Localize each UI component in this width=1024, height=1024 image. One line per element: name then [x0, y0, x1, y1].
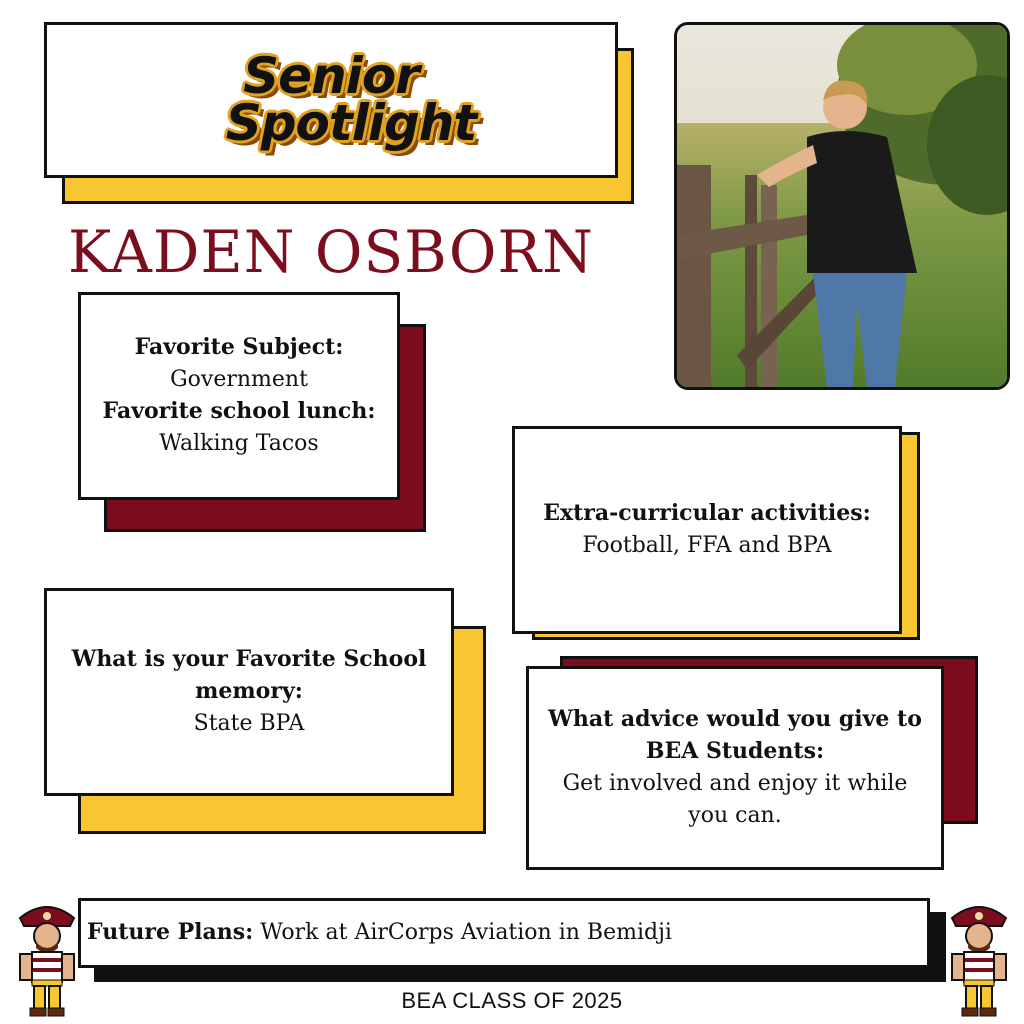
banner-line-2: Spotlight — [225, 94, 477, 152]
portrait-image — [677, 25, 1010, 390]
advice-answer: Get involved and enjoy it while you can. — [562, 771, 908, 828]
advice-card — [526, 666, 944, 870]
senior-spotlight-logo — [47, 25, 615, 175]
class-of-footer: BEA CLASS OF 2025 — [401, 988, 623, 1013]
student-name: KADEN OSBORN — [68, 218, 594, 286]
activities-question: Extra-curricular activities: — [543, 500, 871, 527]
favorite-subject-answer: Government — [170, 367, 308, 393]
future-plans-card — [78, 898, 930, 968]
future-plans-label: Future Plans: — [87, 919, 254, 946]
activities-card — [512, 426, 902, 634]
advice-question: What advice would you give to BEA Students: — [548, 706, 922, 765]
future-plans-value: Work at AirCorps Aviation in Bemidji — [260, 920, 672, 946]
favorites-card — [78, 292, 400, 500]
memory-answer: State BPA — [193, 710, 305, 736]
favorite-lunch-question: Favorite school lunch: — [102, 398, 376, 424]
senior-portrait-photo — [674, 22, 1010, 390]
memory-question: What is your Favorite School memory: — [71, 646, 427, 705]
favorite-lunch-answer: Walking Tacos — [159, 430, 319, 456]
favorite-subject-question: Favorite Subject: — [134, 334, 344, 361]
banner-line-1: Senior — [243, 46, 419, 105]
memory-card — [44, 588, 454, 796]
activities-answer: Football, FFA and BPA — [582, 533, 832, 558]
title-banner — [44, 22, 618, 178]
